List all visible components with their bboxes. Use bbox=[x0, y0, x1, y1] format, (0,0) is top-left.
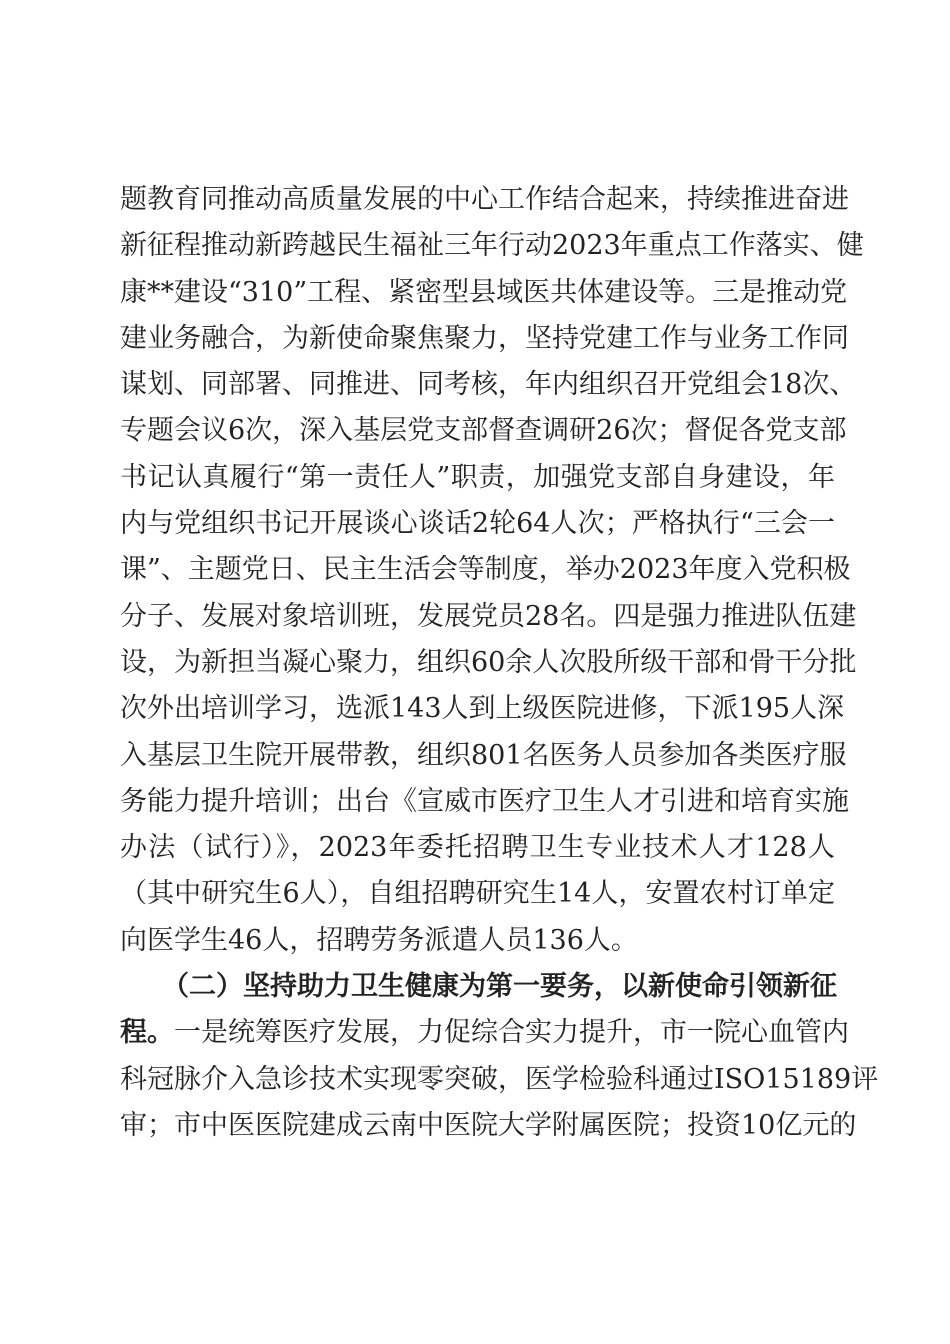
text-line: 建业务融合，为新使命聚焦聚力，坚持党建工作与业务工作同 bbox=[120, 322, 849, 354]
text-line: 分子、发展对象培训班，发展党员28名。四是强力推进队伍建 bbox=[120, 600, 857, 632]
text-line: 办法（试行）》，2023年委托招聘卫生专业技术人才128人 bbox=[120, 832, 835, 864]
text-line: 内与党组织书记开展谈心谈话2轮64人次；严格执行“三会一 bbox=[120, 508, 835, 540]
text-line: 书记认真履行“第一责任人”职责，加强党支部自身建设，年 bbox=[120, 461, 835, 493]
text-line: 设，为新担当凝心聚力，组织60余人次股所级干部和骨干分批 bbox=[120, 646, 857, 678]
text-line: 向医学生46人，招聘劳务派遣人员136人。 bbox=[120, 924, 638, 956]
document-page bbox=[120, 177, 879, 1149]
text-line: 次外出培训学习，选派143人到上级医院进修，下派195人深 bbox=[120, 693, 845, 725]
text-line: 务能力提升培训；出台《宣威市医疗卫生人才引进和培育实施 bbox=[120, 785, 849, 817]
text-line bbox=[120, 1010, 849, 1056]
section-heading: （二）坚持助力卫生健康为第一要务，以新使命引领新征 bbox=[162, 971, 837, 1003]
text-line: 审；市中医医院建成云南中医院大学附属医院；投资10亿元的 bbox=[120, 1109, 857, 1141]
text-line: 谋划、同部署、同推进、同考核，年内组织召开党组会18次、 bbox=[120, 369, 857, 401]
paragraph-section-two bbox=[120, 964, 879, 1149]
text-line: 课”、主题党日、民主生活会等制度，举办2023年度入党积极 bbox=[120, 554, 851, 586]
text-line-rest: 一是统筹医疗发展，力促综合实力提升，市一院心血管内 bbox=[174, 1017, 849, 1049]
text-line: 新征程推动新跨越民生福祉三年行动2023年重点工作落实、健 bbox=[120, 230, 864, 262]
text-line: 科冠脉介入急诊技术实现零突破，医学检验科通过ISO15189评 bbox=[120, 1063, 879, 1095]
text-line: 题教育同推动高质量发展的中心工作结合起来，持续推进奋进 bbox=[120, 184, 849, 215]
text-line: 康**建设“310”工程、紧密型县域医共体建设等。三是推动党 bbox=[120, 276, 848, 308]
text-line: （其中研究生6人），自组招聘研究生14人，安置农村订单定 bbox=[120, 878, 835, 910]
paragraph-party-building bbox=[120, 177, 864, 964]
section-heading-end: 程。 bbox=[120, 1017, 174, 1049]
text-line: 入基层卫生院开展带教，组织801名医务人员参加各类医疗服 bbox=[120, 739, 847, 771]
text-line: 专题会议6次，深入基层党支部督查调研26次；督促各党支部 bbox=[120, 415, 847, 447]
